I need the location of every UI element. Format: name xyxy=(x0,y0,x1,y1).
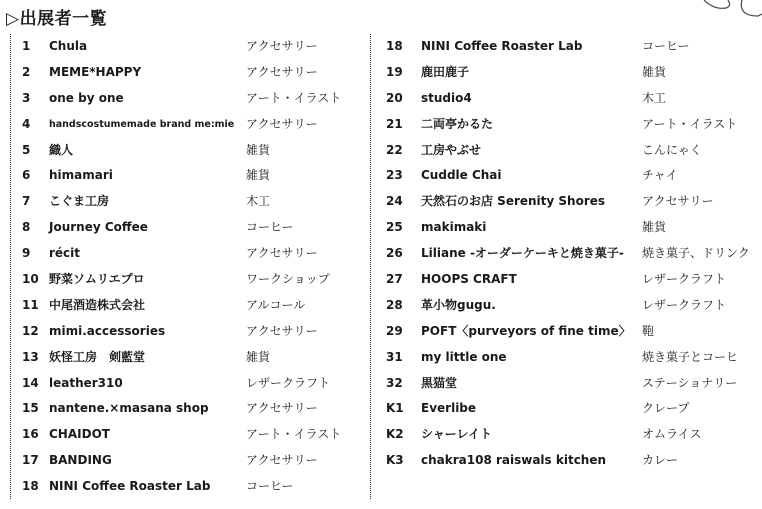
exhibitor-row xyxy=(0,189,370,215)
exhibitor-category: アクセサリー xyxy=(246,246,318,261)
exhibitor-row xyxy=(0,345,370,371)
exhibitor-name: Journey Coffee xyxy=(49,220,148,235)
exhibitor-name: HOOPS CRAFT xyxy=(421,272,517,287)
exhibitor-number: 23 xyxy=(386,168,403,183)
exhibitor-name: himamari xyxy=(49,168,113,183)
exhibitor-name: 工房やぶせ xyxy=(421,142,482,157)
exhibitor-category: オムライス xyxy=(642,427,702,442)
exhibitor-name: Everlibe xyxy=(421,401,477,416)
exhibitor-name: leather310 xyxy=(49,375,123,390)
exhibitor-number: 11 xyxy=(22,297,39,312)
exhibitor-row xyxy=(372,422,762,448)
exhibitor-number: 31 xyxy=(386,349,403,364)
exhibitor-category: アクセサリー xyxy=(246,323,318,338)
exhibitor-name: my little one xyxy=(421,349,507,364)
exhibitor-name: nantene.×masana shop xyxy=(49,401,209,416)
exhibitor-row xyxy=(0,215,370,241)
exhibitor-number: 20 xyxy=(386,90,403,105)
exhibitor-row xyxy=(372,293,762,319)
exhibitor-category: 木工 xyxy=(246,194,271,209)
exhibitor-row xyxy=(372,189,762,215)
exhibitor-name: studio4 xyxy=(421,90,472,105)
exhibitor-row xyxy=(372,138,762,164)
exhibitor-category: レザークラフト xyxy=(246,375,331,390)
exhibitor-number: 28 xyxy=(386,297,403,312)
exhibitor-category: アクセサリー xyxy=(246,401,318,416)
exhibitor-category: クレープ xyxy=(642,401,690,416)
exhibitor-number: 15 xyxy=(22,401,39,416)
exhibitor-number: 8 xyxy=(22,220,31,235)
exhibitor-category: アルコール xyxy=(246,297,306,312)
exhibitor-name: 鹿田鹿子 xyxy=(421,64,470,79)
exhibitor-category: 木工 xyxy=(642,90,667,105)
exhibitor-row xyxy=(0,448,370,474)
exhibitor-number: K2 xyxy=(386,427,404,442)
exhibitor-number: 21 xyxy=(386,116,403,131)
exhibitor-number: 22 xyxy=(386,142,403,157)
exhibitor-number: 13 xyxy=(22,349,39,364)
exhibitor-name: 二両亭かるた xyxy=(421,116,494,131)
exhibitor-category: レザークラフト xyxy=(642,272,727,287)
exhibitor-number: 16 xyxy=(22,427,39,442)
exhibitor-name: handscostumemade brand me:mie xyxy=(49,118,235,130)
exhibitor-number: 7 xyxy=(22,194,31,209)
exhibitor-category: アート・イラスト xyxy=(642,116,738,131)
exhibitor-category: 雑貨 xyxy=(642,220,667,235)
exhibitor-row xyxy=(372,34,762,60)
exhibitor-number: 17 xyxy=(22,453,39,468)
exhibitor-name: MEME*HAPPY xyxy=(49,64,142,79)
exhibitor-number: 4 xyxy=(22,116,31,131)
exhibitor-row xyxy=(372,319,762,345)
exhibitor-row xyxy=(0,60,370,86)
exhibitor-number: 19 xyxy=(386,64,403,79)
exhibitor-category: コーヒー xyxy=(246,479,294,494)
exhibitor-name: 黒猫堂 xyxy=(421,375,458,390)
exhibitor-row xyxy=(372,112,762,138)
exhibitor-name: シャーレイト xyxy=(421,427,492,442)
exhibitor-row xyxy=(0,474,370,500)
exhibitor-category: 鞄 xyxy=(642,323,655,338)
exhibitor-name: 織人 xyxy=(49,142,74,157)
exhibitor-category: コーヒー xyxy=(642,39,690,53)
exhibitor-number: 14 xyxy=(22,375,39,390)
exhibitor-category: 焼き菓子、ドリンク xyxy=(642,246,750,261)
exhibitor-name: 野菜ソムリエプロ xyxy=(49,272,145,287)
exhibitor-name: Liliane -オーダーケーキと焼き菓子- xyxy=(421,246,624,261)
exhibitor-number: 6 xyxy=(22,168,31,183)
exhibitor-number: K1 xyxy=(386,401,404,416)
exhibitor-category: 雑貨 xyxy=(246,349,271,364)
exhibitor-row xyxy=(0,371,370,397)
exhibitor-category: カレー xyxy=(642,453,679,468)
exhibitor-number: 26 xyxy=(386,246,403,261)
exhibitor-number: 9 xyxy=(22,246,31,261)
exhibitor-name: 妖怪工房 剣藍堂 xyxy=(49,349,146,364)
exhibitor-number: 25 xyxy=(386,220,403,235)
exhibitor-name: 革小物gugu. xyxy=(421,297,496,312)
exhibitor-category: コーヒー xyxy=(246,220,294,235)
exhibitor-number: 10 xyxy=(22,272,39,287)
exhibitor-name: récit xyxy=(49,246,81,261)
exhibitor-category: アート・イラスト xyxy=(246,427,342,442)
exhibitor-row xyxy=(372,60,762,86)
exhibitor-category: アクセサリー xyxy=(642,194,714,209)
exhibitor-number: 3 xyxy=(22,90,31,105)
exhibitor-name: POFT〈purveyors of fine time〉 xyxy=(421,323,631,338)
exhibitor-category: 焼き菓子とコーヒ xyxy=(642,349,739,364)
exhibitor-row xyxy=(0,34,370,60)
exhibitor-row xyxy=(372,345,762,371)
exhibitor-row xyxy=(372,215,762,241)
exhibitor-row xyxy=(0,319,370,345)
exhibitor-name: one by one xyxy=(49,90,124,105)
exhibitor-row xyxy=(0,293,370,319)
exhibitor-number: 24 xyxy=(386,194,403,209)
exhibitor-number: K3 xyxy=(386,453,404,468)
exhibitor-name: makimaki xyxy=(421,220,487,235)
exhibitor-category: 雑貨 xyxy=(246,168,271,183)
exhibitor-category: アート・イラスト xyxy=(246,90,342,105)
exhibitor-category: 雑貨 xyxy=(642,64,667,79)
center-dotted-divider xyxy=(370,34,371,499)
exhibitor-row xyxy=(372,396,762,422)
exhibitor-row xyxy=(372,86,762,112)
exhibitor-category: アクセサリー xyxy=(246,64,318,79)
exhibitor-category: アクセサリー xyxy=(246,39,318,53)
exhibitor-row xyxy=(0,138,370,164)
exhibitor-name: chakra108 raiswals kitchen xyxy=(421,453,607,468)
exhibitor-row xyxy=(372,267,762,293)
corner-doodle-icon xyxy=(692,0,762,22)
exhibitor-row xyxy=(0,422,370,448)
exhibitor-row xyxy=(0,267,370,293)
exhibitor-list-left xyxy=(0,34,370,500)
exhibitor-category: ステーショナリー xyxy=(642,375,738,390)
exhibitor-name: mimi.accessories xyxy=(49,323,166,338)
exhibitor-name: Chula xyxy=(49,39,88,53)
exhibitor-row xyxy=(0,112,370,138)
exhibitor-category: レザークラフト xyxy=(642,297,727,312)
exhibitor-category: アクセサリー xyxy=(246,453,318,468)
exhibitor-name: こぐま工房 xyxy=(49,194,110,209)
exhibitor-list-right xyxy=(372,34,762,474)
exhibitor-number: 2 xyxy=(22,64,31,79)
exhibitor-row xyxy=(0,163,370,189)
exhibitor-name: Cuddle Chai xyxy=(421,168,502,183)
exhibitor-row xyxy=(372,448,762,474)
exhibitor-row xyxy=(372,163,762,189)
exhibitor-category: アクセサリー xyxy=(246,116,318,131)
exhibitor-category: チャイ xyxy=(642,168,678,183)
exhibitor-name: NINI Coffee Roaster Lab xyxy=(421,39,583,53)
exhibitor-row xyxy=(0,396,370,422)
exhibitor-row xyxy=(372,371,762,397)
exhibitor-number: 1 xyxy=(22,39,31,53)
exhibitor-name: 天然石のお店 Serenity Shores xyxy=(421,194,606,209)
exhibitor-number: 12 xyxy=(22,323,39,338)
exhibitor-number: 18 xyxy=(386,39,403,53)
exhibitor-number: 5 xyxy=(22,142,31,157)
exhibitor-name: CHAIDOT xyxy=(49,427,110,442)
exhibitor-number: 27 xyxy=(386,272,403,287)
exhibitor-row xyxy=(0,86,370,112)
exhibitor-number: 18 xyxy=(22,479,39,494)
exhibitor-number: 29 xyxy=(386,323,403,338)
exhibitor-name: NINI Coffee Roaster Lab xyxy=(49,479,211,494)
exhibitor-row xyxy=(0,241,370,267)
page-title: ▷出展者一覧 xyxy=(6,9,108,29)
exhibitor-name: 中尾酒造株式会社 xyxy=(49,297,146,312)
exhibitor-category: ワークショップ xyxy=(246,272,330,287)
exhibitor-number: 32 xyxy=(386,375,403,390)
exhibitor-category: こんにゃく xyxy=(642,142,702,157)
exhibitor-row xyxy=(372,241,762,267)
exhibitor-category: 雑貨 xyxy=(246,142,271,157)
exhibitor-name: BANDING xyxy=(49,453,112,468)
